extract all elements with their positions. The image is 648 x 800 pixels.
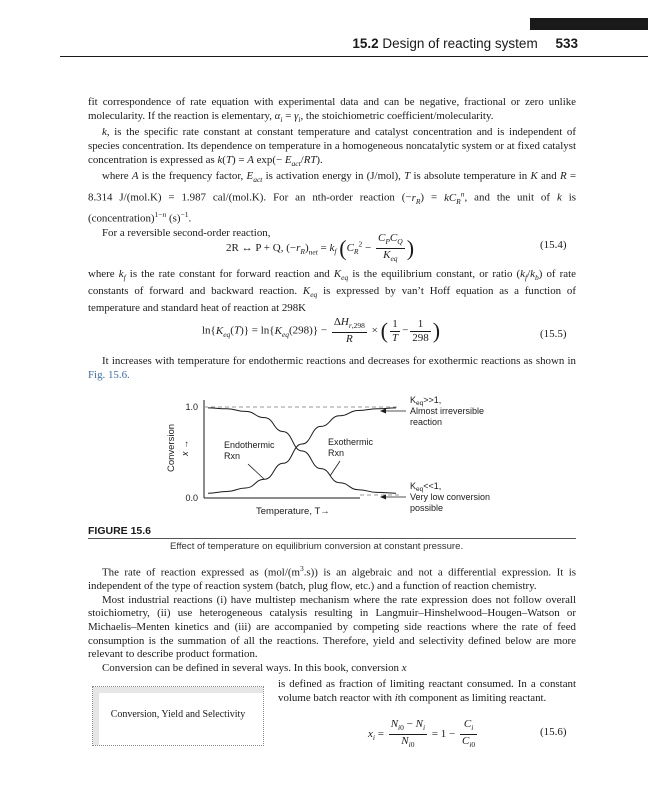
paragraph-3: where A is the frequency factor, $E_{act}$ is activation energy in (J/mol), T is absolute temperature in K and R = 8.314 J/(mol.K) = 1.987 cal/(mol.K). For an nth-order reaction $(-r_R) = kC_R^n$, and the unit of k is (concentration)$^{1-n}$ $(s)^{-1}$.: [88, 170, 576, 226]
section-title: Design of reacting system: [382, 36, 538, 51]
keq-high-label: $K_{eq}>>1$,: [410, 395, 442, 407]
figure-label: FIGURE 15.6: [88, 525, 152, 537]
header-rule: [60, 56, 648, 57]
equation-number-15-6: (15.6): [540, 726, 567, 738]
paragraph-2: k, is the specific rate constant at constant temperature and catalyst concentration and is independent of species concentration. Its dependence on temperature in a homogeneous noncatalytic system or at fixed catalyst concentration is expressed as k(T) = A $\exp(- E_{act}/RT)$.: [88, 126, 576, 168]
equation-15-5: $\ln\{K_{eq}(T)\} = \ln\{K_{eq}(298)\}$ − $\frac{\Delta H_{r,298}}{R}$ × ( $\frac{1}{T}$ − $\frac{1}{298}$ ): [202, 316, 441, 346]
text-block-2: [88, 268, 576, 315]
text-block-1: [88, 96, 576, 240]
paragraph-1: fit correspondence of rate equation with experimental data and can be negative, fractional or zero unlike molecularity. If the reaction is elementary, $\alpha_i = \gamma_i$, the stoichiometric coefficient/molecularity.: [88, 96, 576, 124]
page-number: 533: [555, 36, 578, 51]
paragraph-6: It increases with temperature for endothermic reactions and decreases for exothermic reactions as shown in Fig. 15.6.: [88, 355, 576, 381]
endothermic-label-rxn: Rxn: [224, 451, 241, 461]
paragraph-4: For a reversible second-order reaction,: [102, 226, 271, 239]
section-number: 15.2: [352, 36, 379, 51]
figure-caption: Effect of temperature on equilibrium conversion at constant pressure.: [170, 541, 464, 552]
text-block-4: [88, 562, 576, 675]
paragraph-9-start: Conversion can be defined in several ways. In this book, conversion x: [102, 661, 407, 674]
exothermic-label: Exothermic: [328, 437, 374, 447]
paragraph-5: where $k_f$ is the rate constant for forward reaction and $K_{eq}$ is the equilibrium constant, or ratio $(k_f/k_b)$ of rate constants of forward and backward reaction. $K_{eq}$ is expressed by van’t Hoff equation as a function of temperature and standard heat of reaction at 298K: [88, 268, 576, 314]
x-axis-label: Temperature, T→: [256, 506, 330, 517]
exothermic-label-rxn: Rxn: [328, 448, 345, 458]
text-block-3: [88, 355, 576, 382]
equation-number-15-4: (15.4): [540, 239, 567, 251]
keq-high-desc-2: reaction: [410, 417, 443, 427]
y-axis-label: Conversion: [166, 423, 177, 473]
y-axis-arrow: x →: [180, 439, 190, 457]
endothermic-pointer: [248, 464, 264, 479]
equation-number-15-5: (15.5): [540, 328, 567, 340]
keq-high-desc: Almost irreversible: [410, 406, 485, 416]
figure-rule: [88, 538, 576, 539]
sidebox-shade-top: [93, 687, 263, 693]
y-tick-bottom: 0.0: [185, 493, 198, 503]
sidebox-label: Conversion, Yield and Selectivity: [110, 709, 246, 720]
paragraph-8: Most industrial reactions (i) have multistep mechanism where the rate expression does not follow overall stoichiometry, (ii) use heterogeneous catalysis resulting in Langmuir–Hinshelwood–Hougen–Watson or Michaelis–Menten kinetics and (iii) are accompanied by competing side reactions where the rate of feed consumption is the summation of all the reactions. Therefore, yield and selectivity defined below are more relevant to describe product formation.: [88, 593, 576, 661]
keq-low-label: $K_{eq}<<1$,: [410, 481, 442, 493]
conversion-temperature-chart: [160, 390, 520, 520]
endothermic-label: Endothermic: [224, 440, 275, 450]
exothermic-pointer: [330, 461, 340, 476]
equation-15-4: 2R ↔ P + Q, $(-r_R)_{net} = k_f$ ($C_R^2$ − $\frac{C_PC_Q}{K_{eq}}$ ): [226, 232, 415, 264]
keq-low-desc: Very low conversion: [410, 492, 491, 502]
paragraph-9-continued: is defined as fraction of limiting reactant consumed. In a constant volume batch reactor with ith component as limiting reactant.: [278, 678, 576, 704]
paragraph-7: The rate of reaction expressed as $(mol/(m^3.s))$ is an algebraic and not a differential expression. It is independent of the type of reaction system (batch, plug flow, etc.) and a function of reaction chemistry.: [88, 564, 576, 593]
margin-sidebox: [92, 686, 264, 746]
header-bar-decoration: [530, 18, 648, 30]
equation-15-6: $x_i$ = $\frac{N_{i0} - N_i}{N_{i0}}$ = 1 − $\frac{C_i}{C_{i0}}$: [368, 718, 476, 750]
y-tick-top: 1.0: [185, 402, 198, 412]
keq-low-desc-2: possible: [410, 503, 444, 513]
figure-link[interactable]: Fig. 15.6.: [88, 368, 130, 381]
keq-high-arrowhead: [380, 409, 386, 414]
running-header: [330, 36, 578, 51]
text-block-5: [278, 678, 576, 705]
